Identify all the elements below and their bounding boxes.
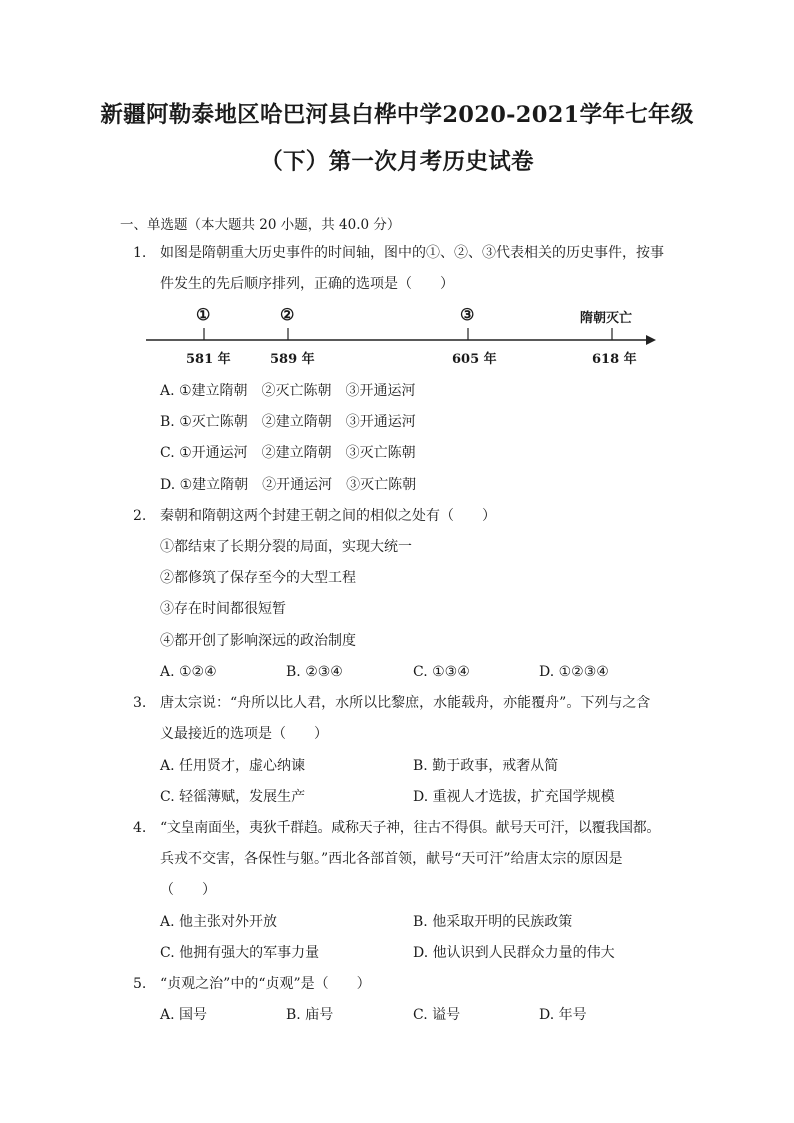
exam-title-line-2: （下）第一次月考历史试卷 [260,149,534,175]
answer-option: D. 年号 [539,1007,587,1023]
timeline-mark: ② [280,305,295,324]
answer-option: C. 轻徭薄赋，发展生产 [160,789,306,805]
answer-option: D. ①建立隋朝 ②开通运河 ③灭亡陈朝 [160,477,417,493]
timeline-year: 618 年 [592,352,637,367]
answer-option: B. 他采取开明的民族政策 [413,914,573,930]
statement-item: ②都修筑了保存至今的大型工程 [160,570,356,586]
exam-title-line-1: 新疆阿勒泰地区哈巴河县白桦中学2020-2021学年七年级 [100,102,694,128]
question-stem: 唐太宗说：“舟所以比人君，水所以比黎庶，水能载舟，亦能覆舟”。下列与之含 [160,695,651,711]
answer-option: A. ①②④ [160,664,217,680]
answer-option: D. ①②③④ [539,664,609,680]
timeline-mark: ① [196,305,211,324]
statement-item: ④都开创了影响深远的政治制度 [160,633,356,649]
question-stem: 件发生的先后顺序排列，正确的选项是（ ） [160,276,454,292]
answer-option: B. ①灭亡陈朝 ②建立隋朝 ③开通运河 [160,414,416,430]
answer-option: A. 他主张对外开放 [160,914,278,930]
question-number: 4. [133,820,147,836]
question-stem: 如图是隋朝重大历史事件的时间轴，图中的①、②、③代表相关的历史事件，按事 [160,245,664,261]
question-stem: （ ） [160,882,216,898]
answer-option: D. 他认识到人民群众力量的伟大 [413,945,615,961]
section-heading: 一、单选题（本大题共 20 小题，共 40.0 分） [120,217,401,233]
answer-option: C. 谥号 [413,1007,461,1023]
timeline-mark: ③ [460,305,475,324]
question-stem: 秦朝和隋朝这两个封建王朝之间的相似之处有（ ） [160,508,496,524]
question-stem: “文皇南面坐，夷狄千群趋。咸称天子神，往古不得俱。献号天可汗，以覆我国都。 [160,820,661,836]
answer-option: D. 重视人才选拔，扩充国学规模 [413,789,615,805]
question-number: 2. [133,508,147,524]
answer-option: C. 他拥有强大的军事力量 [160,945,320,961]
question-number: 3. [133,695,147,711]
answer-option: B. ②③④ [286,664,343,680]
answer-option: C. ①开通运河 ②建立隋朝 ③灭亡陈朝 [160,445,416,461]
answer-option: A. 国号 [160,1007,208,1023]
timeline-year: 581 年 [186,352,231,367]
timeline-arrow [646,335,656,345]
timeline-mark: 隋朝灭亡 [580,311,633,326]
timeline-year: 605 年 [452,352,497,367]
statement-item: ③存在时间都很短暂 [160,601,286,617]
question-stem: 义最接近的选项是（ ） [160,726,328,742]
answer-option: A. 任用贤才，虚心纳谏 [160,758,306,774]
question-stem: “贞观之治”中的“贞观”是（ ） [160,976,371,992]
answer-option: B. 勤于政事，戒奢从简 [413,758,559,774]
statement-item: ①都结束了长期分裂的局面，实现大统一 [160,539,412,555]
answer-option: C. ①③④ [413,664,470,680]
answer-option: A. ①建立隋朝 ②灭亡陈朝 ③开通运河 [160,383,416,399]
question-stem: 兵戎不交害，各保性与躯。”西北各部首领，献号“天可汗”给唐太宗的原因是 [160,851,623,867]
timeline-year: 589 年 [270,352,315,367]
question-number: 5. [133,976,147,992]
question-number: 1. [133,245,147,261]
answer-option: B. 庙号 [286,1007,334,1023]
